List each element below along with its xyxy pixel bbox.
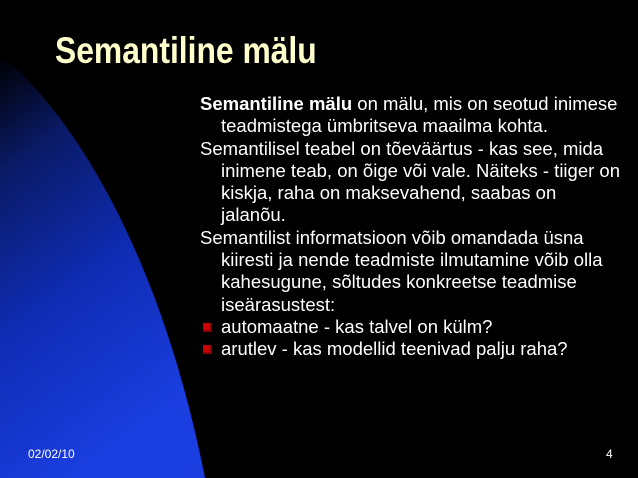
page-number: 4 — [606, 447, 613, 461]
paragraph-definition — [200, 93, 620, 138]
bullet-item — [200, 338, 620, 360]
square-bullet-icon — [203, 345, 212, 354]
paragraph-truth-value: Semantilisel teabel on tõeväärtus - kas see, mida inimene teab, on õige või vale. Näiteks - tiiger on kiskja, raha on maksevahend, saabas on jalanõu. — [200, 137, 620, 226]
square-bullet-icon — [203, 323, 212, 332]
slide-title: Semantiline mälu — [55, 30, 317, 71]
paragraph-text: on mälu, mis on seotud inimese teadmistega ümbritseva maailma kohta. — [221, 93, 618, 137]
bullet-text: arutlev - kas modellid teenivad palju raha? — [221, 338, 568, 360]
footer-date: 02/02/10 — [28, 447, 75, 461]
term-bold: Semantiline mälu — [200, 93, 353, 114]
bullet-item — [200, 316, 620, 338]
slide-body — [200, 93, 620, 361]
paragraph-acquisition: Semantilist informatsioon võib omandada üsna kiiresti ja nende teadmiste ilmutamine võib olla kahesugune, sõltudes konkreetse teadmise iseärasustest: — [200, 226, 603, 315]
bullet-text: automaatne - kas talvel on külm? — [221, 315, 493, 337]
